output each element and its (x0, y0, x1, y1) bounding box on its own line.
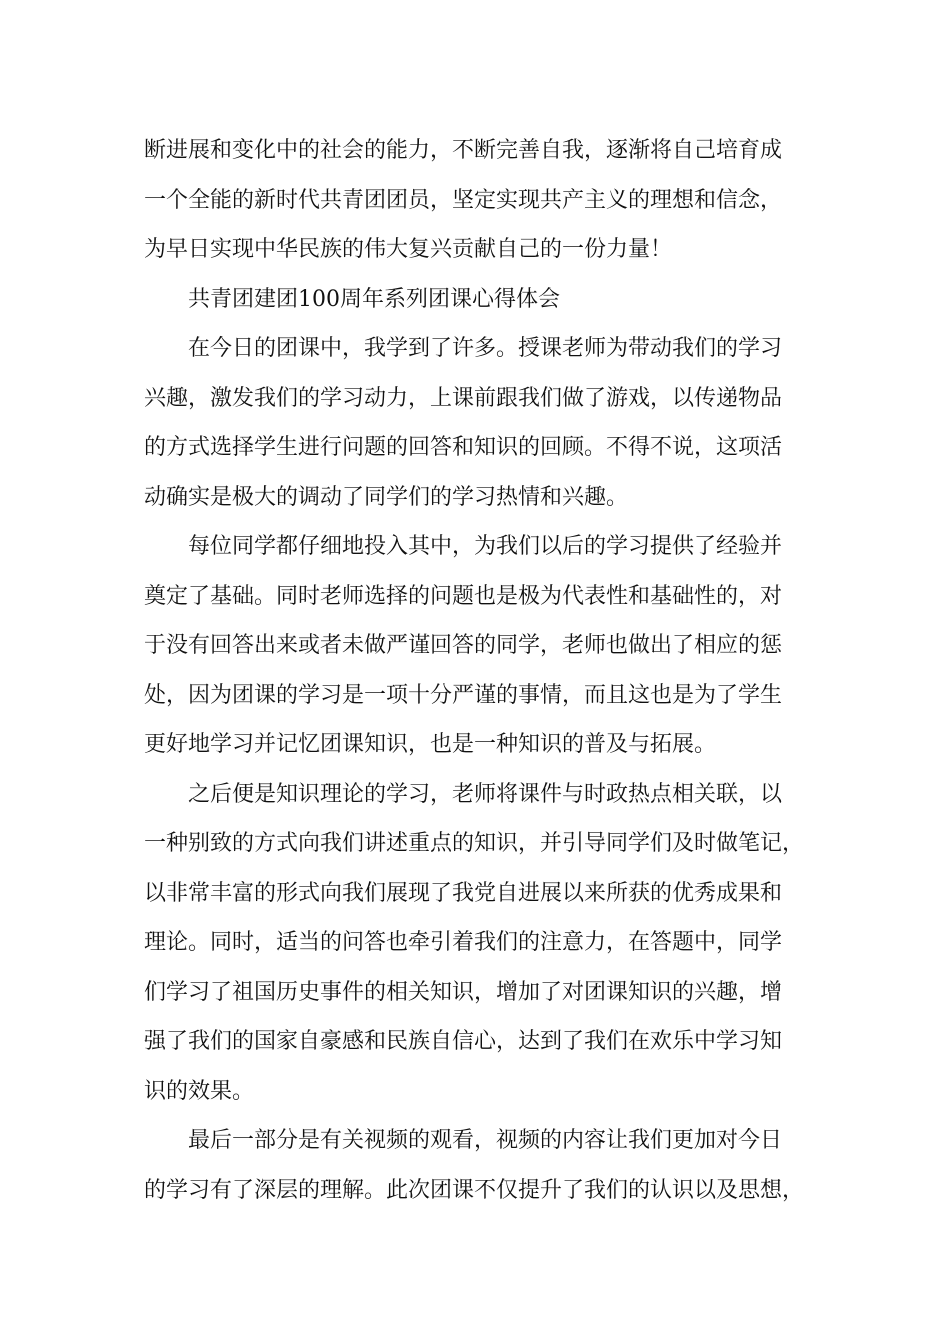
body-text-line: 动确实是极大的调动了同学们的学习热情和兴趣。 (144, 484, 629, 510)
document-body (144, 126, 814, 1215)
body-text-line: 识的效果。 (144, 1078, 255, 1104)
body-text-line: 强了我们的国家自豪感和民族自信心，达到了我们在欢乐中学习知 (144, 1029, 783, 1054)
body-text-line: 断进展和变化中的社会的能力，不断完善自我，逐渐将自己培育成 (144, 138, 783, 163)
body-text-line: 处，因为团课的学习是一项十分严谨的事情，而且这也是为了学生 (144, 682, 783, 708)
paragraph-first-line: 在今日的团课中，我学到了许多。授课老师为带动我们的学习 (188, 336, 783, 361)
body-text-line: 于没有回答出来或者未做严谨回答的同学，老师也做出了相应的惩 (144, 633, 783, 658)
body-text-line: 更好地学习并记忆团课知识，也是一种知识的普及与拓展。 (144, 732, 717, 757)
body-text-line: 的学习有了深层的理解。此次团课不仅提升了我们的认识以及思想， (144, 1177, 805, 1203)
body-text-line: 的方式选择学生进行问题的回答和知识的回顾。不得不说，这项活 (144, 435, 783, 460)
body-text-line: 一种别致的方式向我们讲述重点的知识，并引导同学们及时做笔记， (144, 831, 805, 856)
body-text-line: 为早日实现中华民族的伟大复兴贡献自己的一份力量！ (144, 237, 673, 262)
body-text-line: 理论。同时，适当的问答也牵引着我们的注意力，在答题中，同学 (144, 930, 783, 955)
section-heading: 共青团建团100周年系列团课心得体会 (188, 286, 560, 312)
body-text-line: 兴趣，激发我们的学习动力，上课前跟我们做了游戏，以传递物品 (144, 385, 783, 411)
body-text-line: 一个全能的新时代共青团团员，坚定实现共产主义的理想和信念， (144, 187, 783, 213)
body-text-line: 奠定了基础。同时老师选择的问题也是极为代表性和基础性的，对 (144, 583, 783, 609)
paragraph-first-line: 每位同学都仔细地投入其中，为我们以后的学习提供了经验并 (188, 534, 783, 559)
body-text-line: 以非常丰富的形式向我们展现了我党自进展以来所获的优秀成果和 (144, 880, 783, 906)
body-text-line: 们学习了祖国历史事件的相关知识，增加了对团课知识的兴趣，增 (144, 979, 783, 1005)
paragraph-first-line: 之后便是知识理论的学习，老师将课件与时政热点相关联，以 (188, 781, 783, 807)
paragraph-first-line: 最后一部分是有关视频的观看，视频的内容让我们更加对今日 (188, 1128, 783, 1153)
